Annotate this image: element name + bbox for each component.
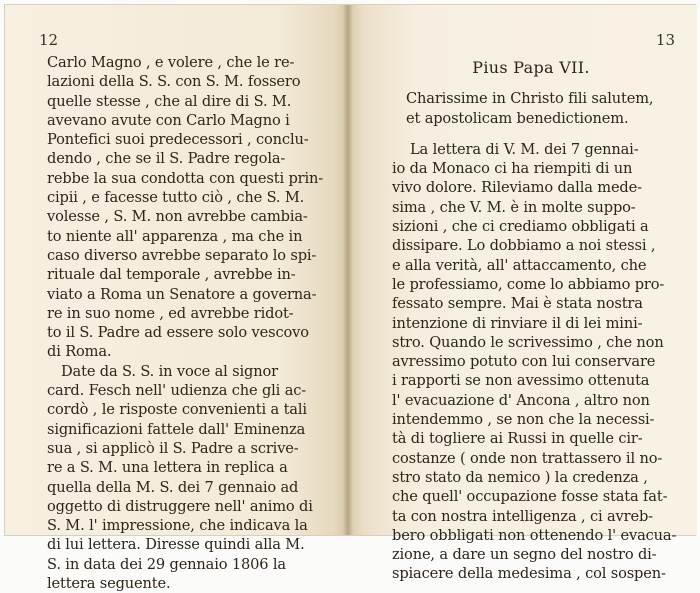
text-line: i rapporti se non avessimo ottenuta [392,372,650,390]
text-line: sua , si applicò il S. Padre a scrive- [47,439,299,457]
text-line: re in suo nome , ed avrebbe ridot- [47,304,294,322]
text-line: lazioni della S. S. con S. M. fossero [47,73,301,91]
text-line: quelle stesse , che al dire di S. M. [47,92,292,110]
text-line: viato a Roma un Senatore a governa- [47,285,317,303]
text-line: costanze ( onde non trattassero il no- [392,449,663,467]
book-gutter [343,5,353,535]
text-line: cipii , e facesse tutto ciò , che S. M. [47,189,305,207]
text-line: e alla verità, all' attaccamento, che [392,256,647,274]
text-line: vivo dolore. Rileviamo dalla mede- [392,179,642,197]
text-line: significazioni fattele dall' Eminenza [47,420,306,438]
text-line: cordò , le risposte convenienti a tali [47,401,307,419]
text-line: rebbe la sua condotta con questi prin- [47,169,324,187]
text-line: quella della M. S. dei 7 gennaio ad [47,478,299,496]
text-line: stro stato da nemico ) la credenza , [392,468,648,486]
text-line: caso diverso avrebbe separato lo spi- [47,246,317,264]
right-page-text [392,58,677,584]
book-spread [4,4,696,593]
text-line: to il S. Padre ad essere solo vescovo [47,324,309,342]
text-line: volesse , S. M. non avrebbe cambia- [47,208,308,226]
text-line: S. in data dei 29 gennaio 1806 la [47,555,286,573]
text-line: oggetto di distruggere nell' animo di [47,497,313,515]
text-line: ta con nostra intelligenza , ci avreb- [392,507,653,525]
text-line: to niente all' apparenza , ma che in [47,227,303,245]
page-number: 13 [655,31,675,49]
salutation-line: Charissime in Christo fili salutem, [406,90,654,108]
letter-heading: Pius Papa VII. [472,58,590,77]
page-number: 12 [39,31,59,49]
text-line: spiacere della medesima , col sospen- [392,565,666,583]
spacer [392,77,670,89]
text-line: avressimo potuto con lui conservare [392,353,656,371]
text-line: fessato sempre. Mai è stata nostra [392,295,643,313]
salutation-line: et apostolicam benedictionem. [406,109,629,127]
text-line: l' evacuazione d' Ancona , altro non [392,391,650,409]
text-line: Pontefici suoi predecessori , conclu- [47,131,309,149]
text-line: stro. Quando le scrivessimo , che non [392,333,664,351]
text-line: lettera seguente. [47,575,171,593]
text-line: io da Monaco ci ha riempiti di un [392,160,633,178]
text-line: S. M. l' impressione, che indicava la [47,517,308,535]
text-line: avevano avute con Carlo Magno i [47,111,290,129]
text-line: card. Fesch nell' udienza che gli ac- [47,382,307,400]
text-line: di lui lettera. Diresse quindi alla M. [47,536,305,554]
text-line: Date da S. S. in voce al signor [61,362,278,380]
left-page-text [47,53,324,593]
text-line: dendo , che se il S. Padre regola- [47,150,286,168]
text-line: sizioni , che ci crediamo obbligati a [392,218,649,236]
text-line: bero obbligati non ottenendo l' evacua- [392,526,677,544]
text-line: tà di togliere ai Russi in quelle cir- [392,430,643,448]
text-line: di Roma. [47,343,112,361]
text-line: dissipare. Lo dobbiamo a noi stessi , [392,237,656,255]
text-line: La lettera di V. M. dei 7 gennai- [410,140,639,158]
text-line: Carlo Magno , e volere , che le re- [47,54,295,71]
text-line: sima , che V. M. è in molte suppo- [392,198,636,216]
text-line: re a S. M. una lettera in replica a [47,459,288,477]
spacer [392,128,670,140]
text-line: zione, a dare un segno del nostro di- [392,546,657,564]
text-line: le professiamo, come lo abbiamo pro- [392,275,665,293]
left-page [5,5,347,593]
text-line: che quell' occupazione fosse stata fat- [392,488,668,506]
text-line: intendemmo , se non che la necessi- [392,411,655,429]
text-line: rituale dal temporale , avrebbe in- [47,266,296,284]
right-page [347,5,697,583]
text-line: intenzione di rinviare il di lei mini- [392,314,643,332]
